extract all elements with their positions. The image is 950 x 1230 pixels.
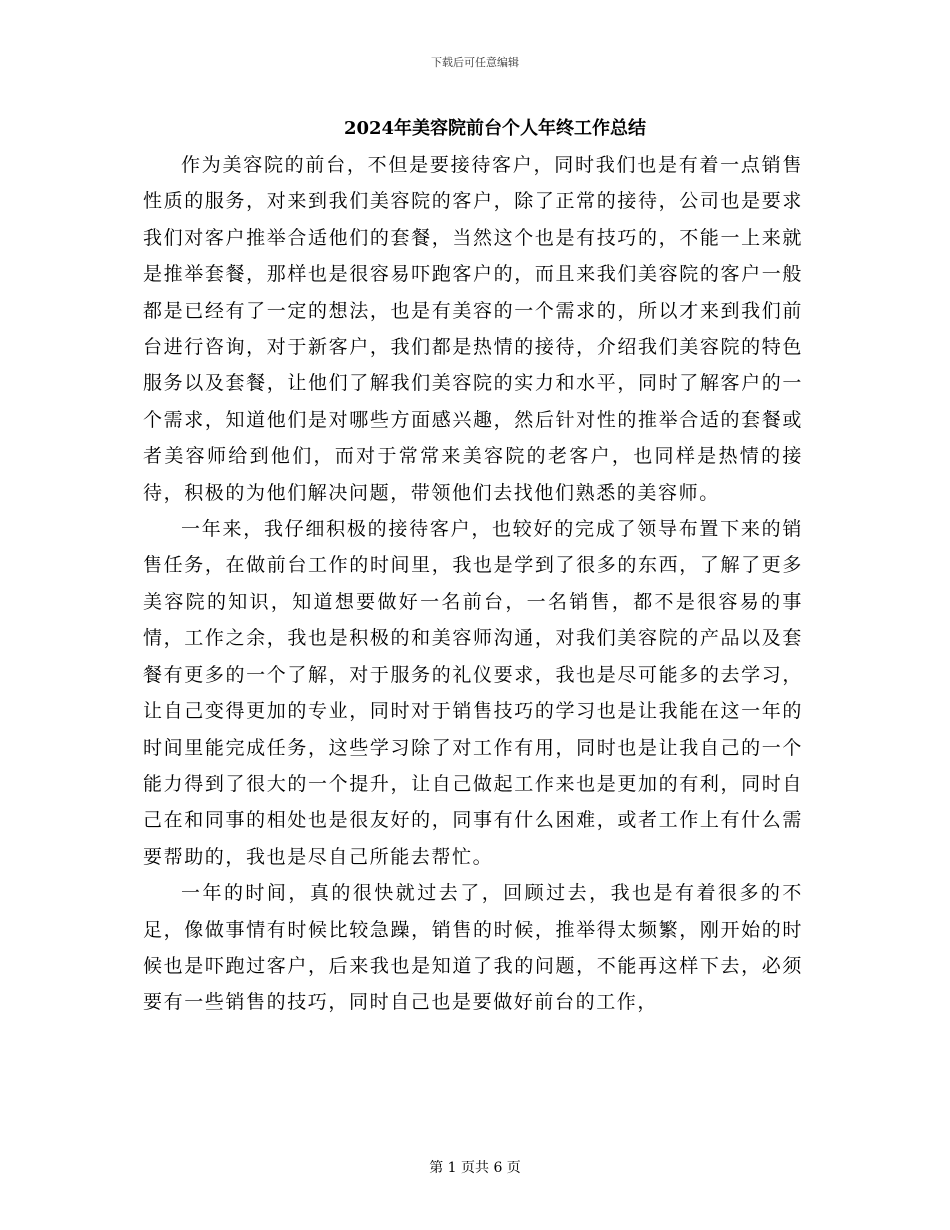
document-title: 2024年美容院前台个人年终工作总结: [343, 118, 647, 139]
document-body: [143, 147, 803, 1021]
paragraph-3: 一年的时间，真的很快就过去了，回顾过去，我也是有着很多的不足，像做事情有时候比较急躁，销售的时候，推举得太频繁，刚开始的时候也是吓跑过客户，后来我也是知道了我的问题，不能再这样下去，必须要有一些销售的技巧，同时自己也是要做好前台的工作，: [143, 882, 803, 1014]
header-note: 下载后可任意编辑: [431, 56, 519, 69]
paragraph-2: 一年来，我仔细积极的接待客户，也较好的完成了领导布置下来的销售任务，在做前台工作的时间里，我也是学到了很多的东西，了解了更多美容院的知识，知道想要做好一名前台，一名销售，都不是很容易的事情，工作之余，我也是积极的和美容师沟通，对我们美容院的产品以及套餐有更多的一个了解，对于服务的礼仪要求，我也是尽可能多的去学习，让自己变得更加的专业，同时对于销售技巧的学习也是让我能在这一年的时间里能完成任务，这些学习除了对工作有用，同时也是让我自己的一个能力得到了很大的一个提升，让自己做起工作来也是更加的有利，同时自己在和同事的相处也是很友好的，同事有什么困难，或者工作上有什么需要帮助的，我也是尽自己所能去帮忙。: [143, 518, 803, 868]
page-number: 第 1 页共 6 页: [429, 1160, 521, 1176]
paragraph-1: 作为美容院的前台，不但是要接待客户，同时我们也是有着一点销售性质的服务，对来到我们美容院的客户，除了正常的接待，公司也是要求我们对客户推举合适他们的套餐，当然这个也是有技巧的，不能一上来就是推举套餐，那样也是很容易吓跑客户的，而且来我们美容院的客户一般都是已经有了一定的想法，也是有美容的一个需求的，所以才来到我们前台进行咨询，对于新客户，我们都是热情的接待，介绍我们美容院的特色服务以及套餐，让他们了解我们美容院的实力和水平，同时了解客户的一个需求，知道他们是对哪些方面感兴趣，然后针对性的推举合适的套餐或者美容师给到他们，而对于常常来美容院的老客户，也同样是热情的接待，积极的为他们解决问题，带领他们去找他们熟悉的美容师。: [143, 154, 803, 504]
